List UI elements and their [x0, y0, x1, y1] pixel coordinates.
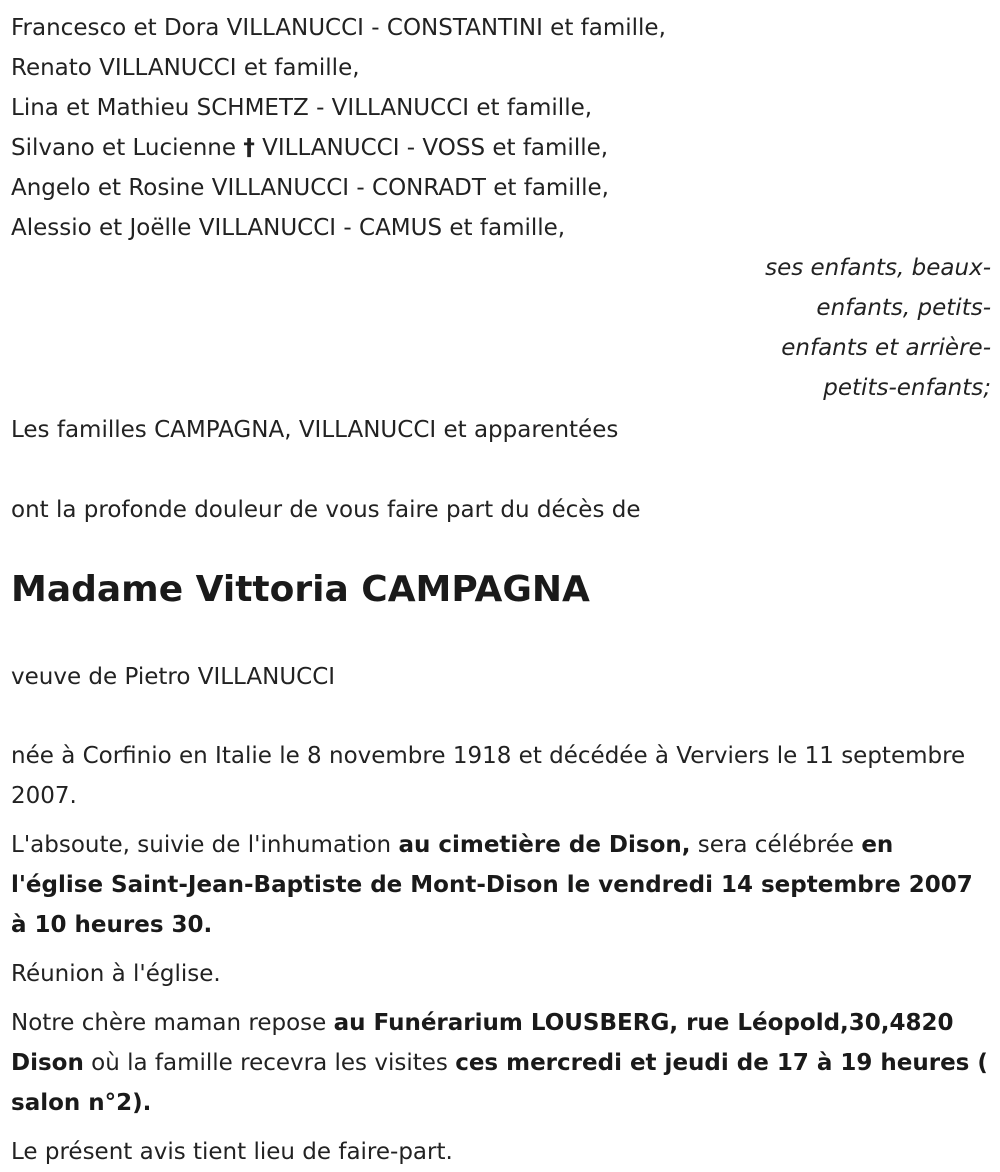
visitation-info: Notre chère maman repose au Funérarium LOUSBERG, rue Léopold,30,4820 Dison où la famille recevra les visites ces mercredi et jeudi de 17 à 19 heures ( salon n°2). [11, 1010, 988, 1116]
closing-note: Le présent avis tient lieu de faire-part. [11, 1139, 453, 1165]
family-line: Francesco et Dora VILLANUCCI - CONSTANTINI et famille, [11, 15, 666, 41]
announcement-text: ont la profonde douleur de vous faire part du décès de [11, 497, 641, 523]
extended-families: Les familles CAMPAGNA, VILLANUCCI et apparentées [11, 417, 619, 443]
birth-death-info: née à Corfinio en Italie le 8 novembre 1918 et décédée à Verviers le 11 septembre 2007. [11, 743, 966, 809]
deceased-name: Madame Vittoria CAMPAGNA [11, 569, 590, 610]
family-line: Lina et Mathieu SCHMETZ - VILLANUCCI et famille, [11, 95, 593, 121]
family-line: Silvano et Lucienne † VILLANUCCI - VOSS et famille, [11, 135, 609, 161]
ceremony-info: L'absoute, suivie de l'inhumation au cimetière de Dison, sera célébrée en l'église Saint-Jean-Baptiste de Mont-Dison le vendredi 14 septembre 2007 à 10 heures 30. [11, 832, 973, 938]
widow-of: veuve de Pietro VILLANUCCI [11, 664, 336, 690]
family-line: Alessio et Joëlle VILLANUCCI - CAMUS et famille, [11, 215, 566, 241]
meeting-info: Réunion à l'église. [11, 961, 221, 987]
relationship-note: ses enfants, beaux- enfants, petits- enfants et arrière- petits-enfants; [765, 255, 991, 401]
family-line: Renato VILLANUCCI et famille, [11, 55, 360, 81]
obituary-notice [11, 8, 991, 1172]
family-list [11, 8, 991, 248]
family-line: Angelo et Rosine VILLANUCCI - CONRADT et famille, [11, 175, 609, 201]
cross-icon: † [243, 135, 255, 161]
